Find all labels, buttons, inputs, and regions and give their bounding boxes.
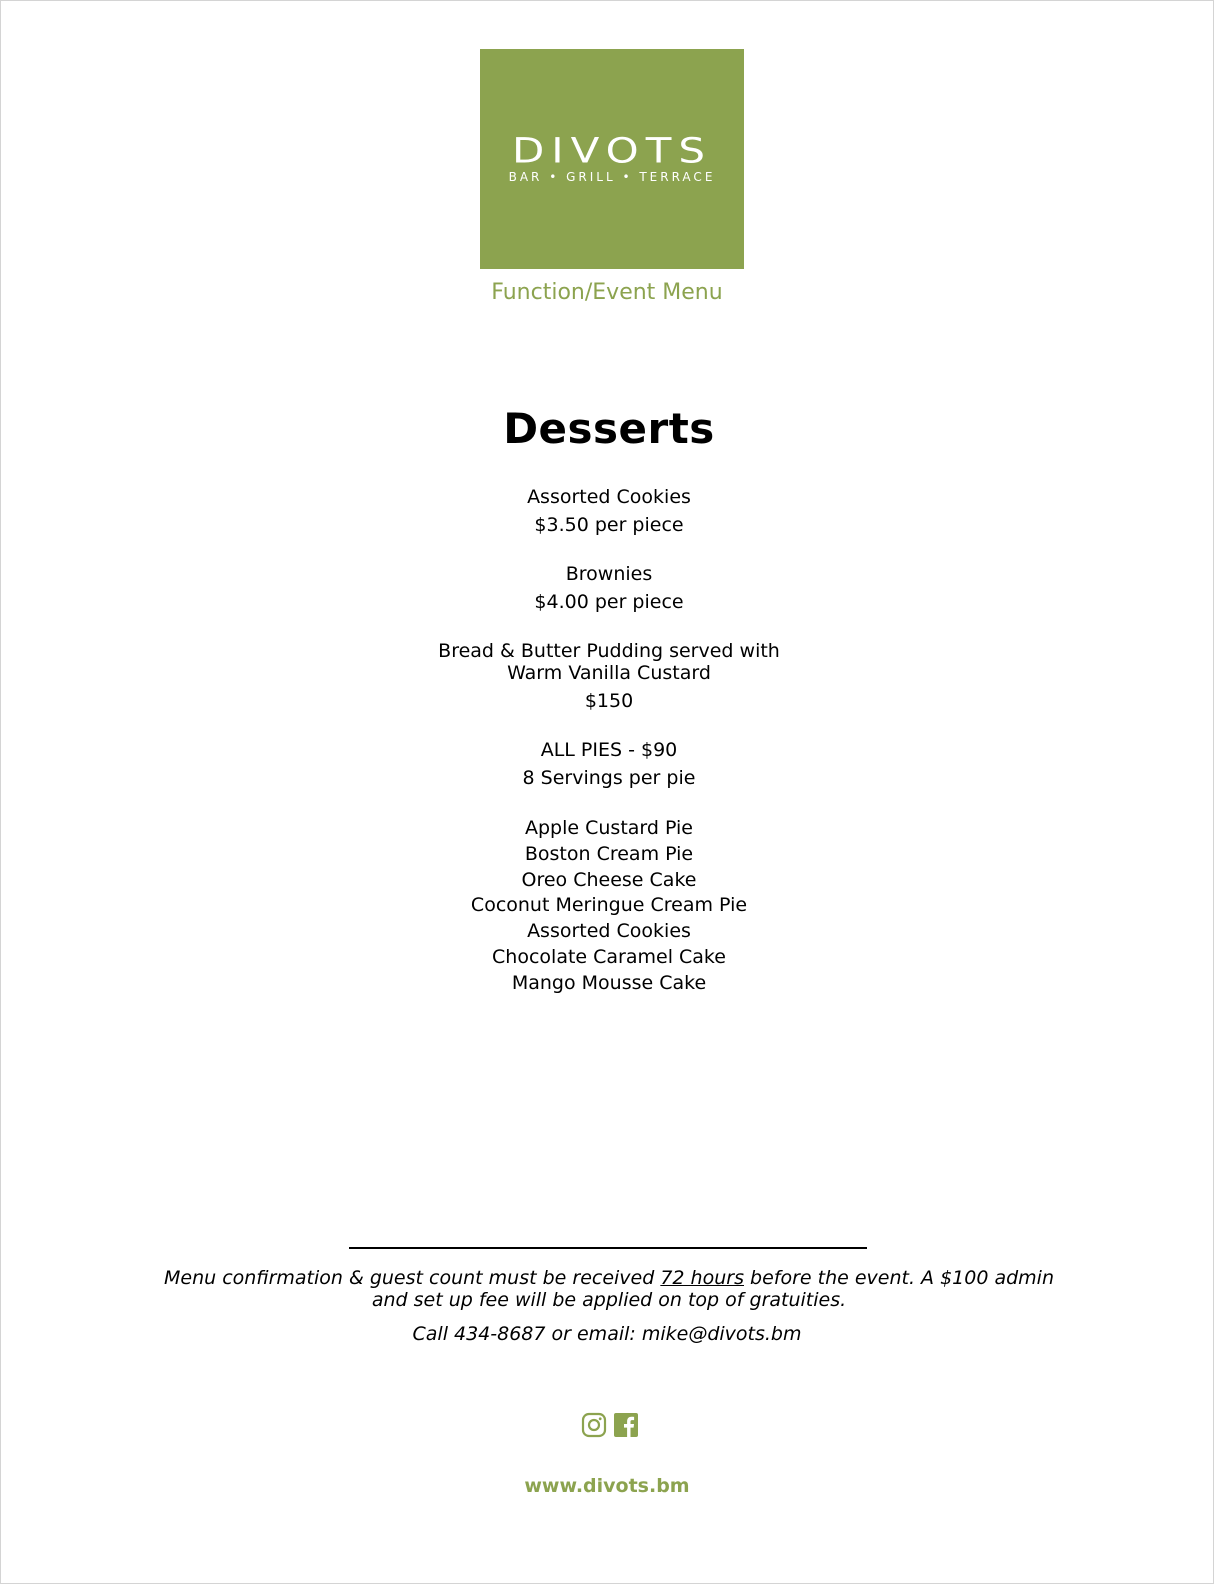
notice-deadline: 72 hours bbox=[660, 1267, 744, 1289]
section-title: Desserts bbox=[503, 404, 715, 453]
pie-item: Chocolate Caramel Cake bbox=[492, 945, 726, 968]
booking-notice bbox=[151, 1267, 1067, 1311]
item-name: ALL PIES - $90 bbox=[540, 739, 678, 761]
pie-item: Oreo Cheese Cake bbox=[521, 868, 697, 891]
contact-line: Call 434-8687 or email: mike@divots.bm bbox=[412, 1323, 802, 1345]
logo-wordmark: DIVOTS bbox=[511, 130, 713, 171]
item-name: Assorted Cookies bbox=[527, 486, 691, 508]
dessert-items bbox=[1, 486, 1217, 997]
item-price: $3.50 per piece bbox=[534, 514, 684, 536]
pie-item: Mango Mousse Cake bbox=[511, 971, 707, 994]
item-name-continued: Warm Vanilla Custard bbox=[507, 662, 711, 684]
facebook-icon[interactable] bbox=[613, 1412, 639, 1438]
pies-list bbox=[1, 816, 1217, 997]
menu-item bbox=[1, 486, 1217, 538]
item-price: $150 bbox=[584, 690, 634, 712]
menu-subtitle: Function/Event Menu bbox=[491, 280, 723, 305]
menu-item bbox=[1, 640, 1217, 714]
item-price: 8 Servings per pie bbox=[522, 767, 696, 789]
notice-text-end: before the event. A $100 admin and set up fee will be applied on top of gratuities. bbox=[371, 1267, 1055, 1311]
logo-tagline: BAR • GRILL • TERRACE bbox=[508, 170, 716, 184]
website-link[interactable]: www.divots.bm bbox=[524, 1475, 690, 1497]
footer-divider bbox=[349, 1247, 867, 1249]
pie-item: Assorted Cookies bbox=[527, 920, 691, 943]
menu-item bbox=[1, 739, 1217, 791]
item-name: Bread & Butter Pudding served with bbox=[438, 640, 780, 662]
instagram-icon[interactable] bbox=[581, 1412, 607, 1438]
menu-item bbox=[1, 563, 1217, 615]
item-name: Brownies bbox=[565, 563, 653, 585]
pie-item: Coconut Meringue Cream Pie bbox=[470, 894, 748, 917]
pie-item: Boston Cream Pie bbox=[524, 842, 694, 865]
notice-text: Menu confirmation & guest count must be received bbox=[163, 1267, 661, 1289]
pie-item: Apple Custard Pie bbox=[524, 817, 693, 839]
social-links bbox=[581, 1412, 641, 1438]
item-price: $4.00 per piece bbox=[534, 591, 684, 613]
divots-logo bbox=[480, 49, 744, 269]
